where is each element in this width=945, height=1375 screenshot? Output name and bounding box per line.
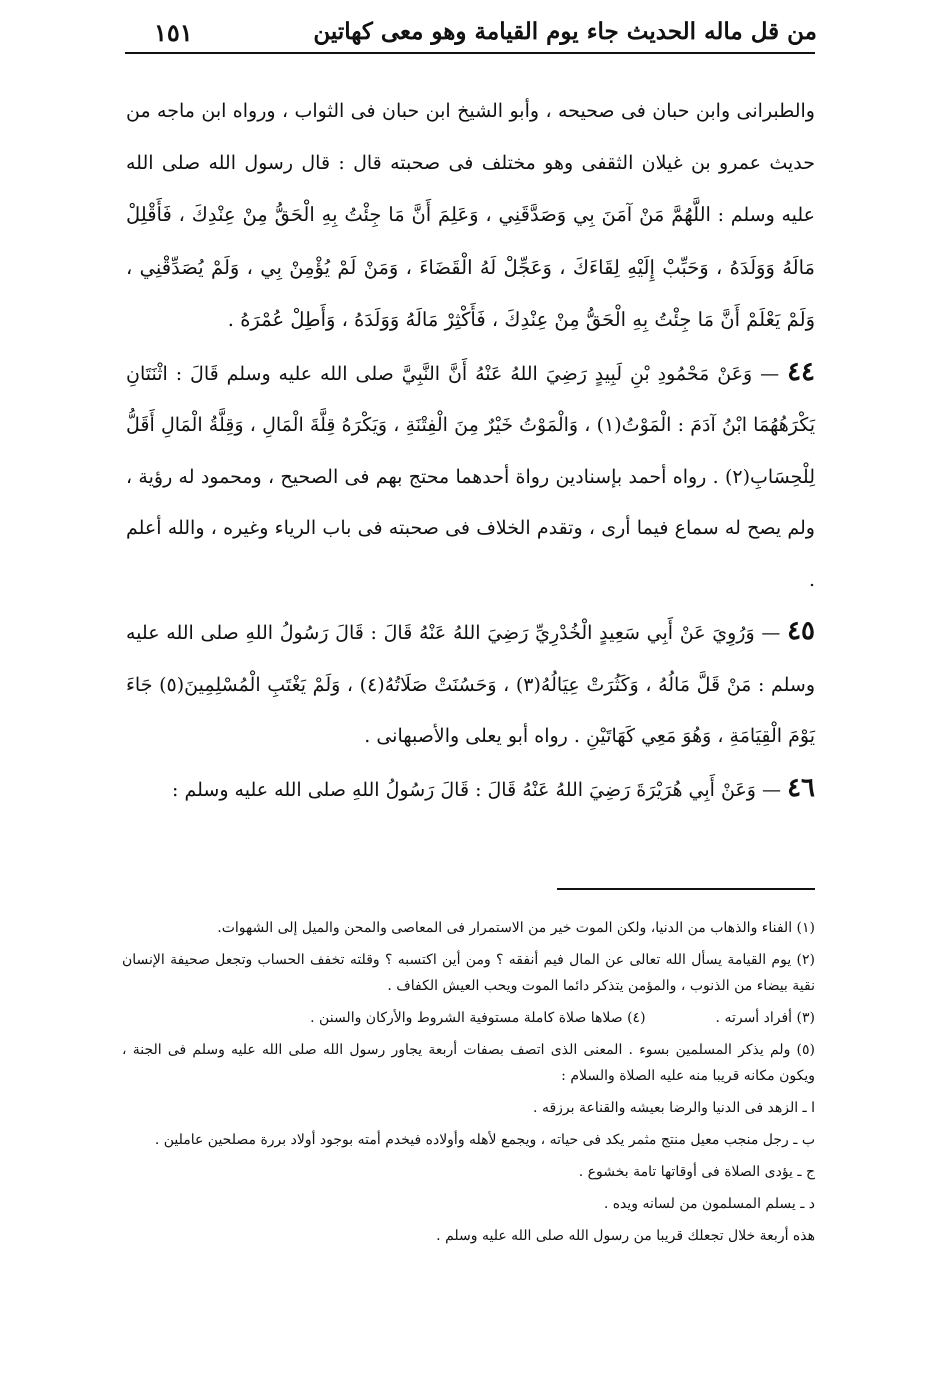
- hadith-46: [126, 763, 815, 817]
- hadith-text: — وَعَنْ أَبِي هُرَيْرَةَ رَضِيَ اللهُ عَنْهُ قَالَ : قَالَ رَسُولُ اللهِ صلى الله عليه وسلم :: [172, 778, 788, 801]
- page-number: ١٥١: [154, 18, 193, 47]
- hadith-number: ٤٦: [787, 772, 815, 803]
- page-header: [126, 14, 817, 54]
- footnote-5-end: هذه أربعة خلال تجعلك قريبا من رسول الله صلى الله عليه وسلم .: [436, 1228, 815, 1244]
- footnote-5-a: ا ـ الزهد فى الدنيا والرضا بعيشه والقناعة برزقه .: [533, 1100, 815, 1116]
- hadith-number: ٤٤: [787, 356, 815, 387]
- footnote-2: (٢) يوم القيامة يسأل الله تعالى عن المال فيم أنفقه ؟ ومن أين اكتسبه ؟ وقلته تخفف الحساب وتجعل صحيفة الإنسان نقية بيضاء من الذنوب ، والمؤمن يتذكر دائما الموت ويحب العيش الكفاف .: [122, 952, 815, 994]
- footnote-rule: [557, 888, 815, 890]
- footnotes: [122, 915, 815, 1255]
- intro-text: والطبرانى وابن حبان فى صحيحه ، وأبو الشيخ ابن حبان فى الثواب ، ورواه ابن ماجه من حديث عمرو بن غيلان الثقفى وهو مختلف فى صحبته قال : قال رسول الله صلى الله عليه وسلم :: [126, 100, 816, 226]
- hadith-45: [126, 606, 815, 763]
- hadith-number: ٤٥: [787, 616, 815, 646]
- footnote-3-4: [122, 1005, 815, 1031]
- footnote-5-d: د ـ يسلم المسلمون من لسانه ويده .: [603, 1196, 815, 1212]
- footnote-3: (٣) أفراد أسرته .: [715, 1010, 815, 1026]
- hadith-text: — وَرُوِيَ عَنْ أَبِي سَعِيدٍ الْخُدْرِيِّ رَضِيَ اللهُ عَنْهُ قَالَ : قَالَ رَسُولُ اللهِ صلى الله عليه وسلم : مَنْ قَلَّ مَالُهُ ، وَكَثُرَتْ عِيَالُهُ(٣) ، وَحَسُنَتْ صَلَاتُهُ(٤) ، وَلَمْ يَغْتَبِ الْمُسْلِمِينَ(٥) جَاءَ يَوْمَ الْقِيَامَةِ ، وَهُوَ مَعِي كَهَاتَيْنِ . رواه أبو يعلى والأصبهانى .: [126, 622, 816, 747]
- footnote-5-c: ج ـ يؤدى الصلاة فى أوقاتها تامة بخشوع .: [578, 1164, 815, 1180]
- dua-quote: اللَّهُمَّ مَنْ آمَنَ بِي وَصَدَّقَنِي ، وَعَلِمَ أَنَّ مَا جِئْتُ بِهِ الْحَقُّ مِنْ عِنْدِكَ ، فَأَقْلِلْ مَالَهُ وَوَلَدَهُ ، وَحَبِّبْ إِلَيْهِ لِقَاءَكَ ، وَعَجِّلْ لَهُ الْقَضَاءَ ، وَمَنْ لَمْ يُؤْمِنْ بِي ، وَلَمْ يُصَدِّقْنِي ، وَلَمْ يَعْلَمْ أَنَّ مَا جِئْتُ بِهِ الْحَقُّ مِنْ عِنْدِكَ ، فَأَكْثِرْ مَالَهُ وَوَلَدَهُ ، وَأَطِلْ عُمْرَهُ .: [126, 203, 815, 331]
- hadith-44: [126, 347, 815, 607]
- footnote-4: (٤) صلاها صلاة كاملة مستوفية الشروط والأركان والسنن .: [310, 1010, 646, 1026]
- footnote-5-b: ب ـ رجل منجب معيل منتج مثمر يكد فى حياته ، ويجمع لأهله وأولاده فيخدم أمته بوجود أولاد بررة مصلحين عاملين .: [154, 1132, 815, 1148]
- header-rule: [125, 52, 815, 54]
- running-title: من قل ماله الحديث جاء يوم القيامة وهو معى كهاتين: [313, 18, 817, 45]
- footnote-5: (٥) ولم يذكر المسلمين بسوء . المعنى الذى اتصف بصفات أربعة يجاور رسول الله صلى الله عليه وسلم فى الجنة ، ويكون مكانه قريبا منه عليه الصلاة والسلام :: [122, 1042, 815, 1084]
- paragraph-intro: [126, 86, 815, 347]
- footnote-1: (١) الفناء والذهاب من الدنيا، ولكن الموت خير من الاستمرار فى المعاصى والمحن والميل إلى الشهوات.: [217, 920, 815, 936]
- main-text: [126, 86, 815, 816]
- hadith-text: — وَعَنْ مَحْمُودِ بْنِ لَبِيدٍ رَضِيَ اللهُ عَنْهُ أَنَّ النَّبِيَّ صلى الله عليه وسلم قَالَ : اثْنَتَانِ يَكْرَهُهُمَا ابْنُ آدَمَ : الْمَوْتُ(١) ، وَالْمَوْتُ خَيْرٌ مِنَ الْفِتْنَةِ ، وَيَكْرَهُ قِلَّةَ الْمَالِ ، وَقِلَّةُ الْمَالِ أَقَلُّ لِلْحِسَابِ(٢) . رواه أحمد بإسنادين رواة أحدهما محتج بهم فى الصحيح ، ومحمود له رؤية ، ولم يصح له سماع فيما أرى ، وتقدم الخلاف فى صحبته فى باب الرياء وغيره ، والله أعلم .: [126, 362, 815, 591]
